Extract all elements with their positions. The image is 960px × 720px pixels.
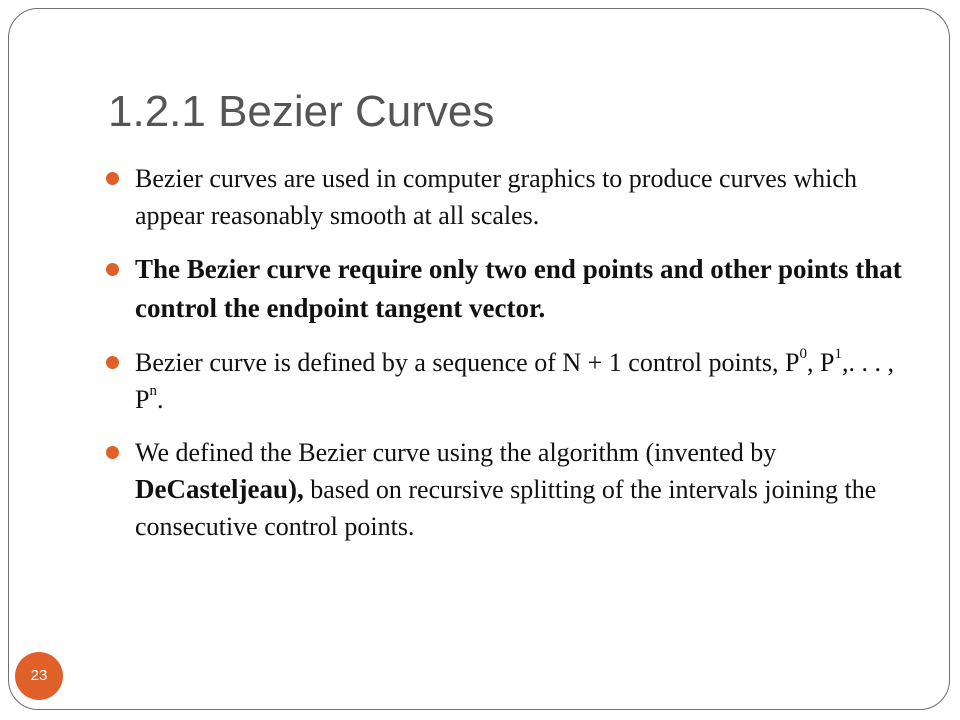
bullet-text-separator: , P [806,348,835,377]
bullet-text: The Bezier curve require only two end points and other points that control the endpoint tangent vector. [135,254,902,323]
bullet-emphasis: DeCasteljeau), [135,474,304,504]
bullet-dot-icon [106,263,119,276]
superscript: n [149,383,157,400]
bullet-text-before: We defined the Bezier curve using the algorithm (invented by [135,438,777,467]
bullet-list [106,160,926,561]
superscript: 0 [799,346,807,363]
bullet-text: Bezier curves are used in computer graphics to produce curves which appear reasonably smooth at all scales. [135,164,857,230]
bullet-item [106,250,926,328]
superscript: 1 [834,346,842,363]
bullet-item [106,344,926,418]
page-number-badge: 23 [15,652,63,700]
bullet-dot-icon [106,172,119,185]
bullet-text-end: . [156,385,164,414]
slide-title: 1.2.1 Bezier Curves [108,87,495,136]
bullet-text-after: based on recursive splitting of the intervals joining the consecutive control points. [135,475,877,541]
bullet-dot-icon [106,446,119,459]
bullet-item [106,434,926,545]
bullet-text-separator: ,. . . , P [135,348,894,414]
bullet-text-prefix: Bezier curve is defined by a sequence of N + 1 control points, P [135,348,800,377]
bullet-item [106,160,926,234]
bullet-dot-icon [106,356,119,369]
